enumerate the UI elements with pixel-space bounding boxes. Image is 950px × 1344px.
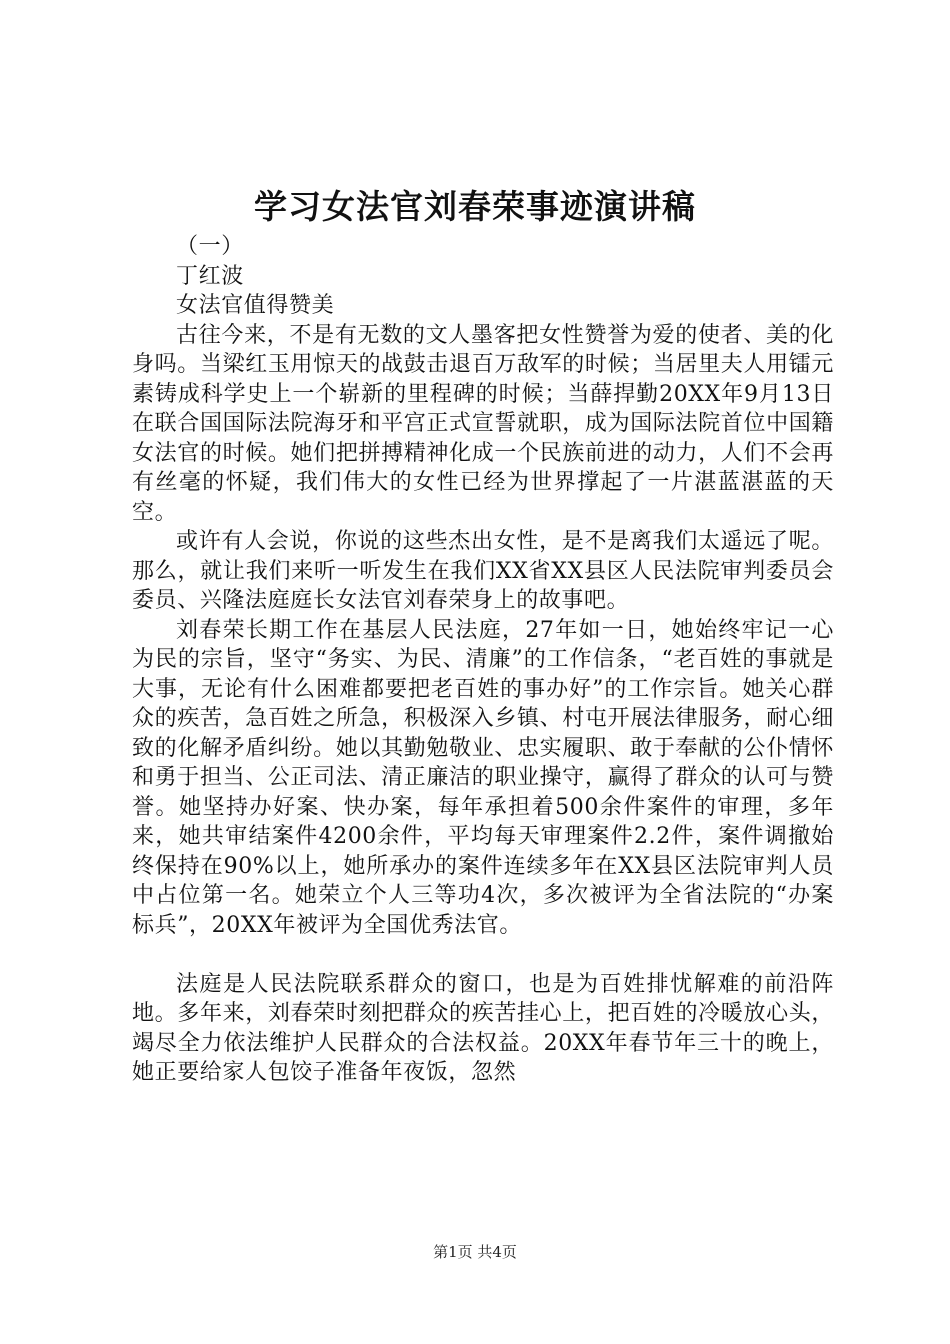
speech-subtitle: 女法官值得赞美 [176, 293, 335, 318]
paragraph-spacer [132, 940, 834, 970]
body-paragraph: 刘春荣长期工作在基层人民法庭，27年如一日，她始终牢记一心为民的宗旨，坚守“务实、为民、清廉”的工作信条，“老百姓的事就是大事，无论有什么困难都要把老百姓的事办好”的工作宗旨。她关心群众的疾苦，急百姓之所急，积极深入乡镇、村屯开展法律服务，耐心细致的化解矛盾纠纷。她以其勤勉敬业、忠实履职、敢于奉献的公仆情怀和勇于担当、公正司法、清正廉洁的职业操守，赢得了群众的认可与赞誉。她坚持办好案、快办案，每年承担着500余件案件的审理，多年来，她共审结案件4200余件，平均每天审理案件2.2件，案件调撤始终保持在90%以上，她所承办的案件连续多年在XX县区法院审判人员中占位第一名。她荣立个人三等功4次，多次被评为全省法院的“办案标兵”，20XX年被评为全国优秀法官。 [132, 617, 834, 938]
body-paragraph: 法庭是人民法院联系群众的窗口，也是为百姓排忧解难的前沿阵地。多年来，刘春荣时刻把群众的疾苦挂心上，把百姓的冷暖放心头，竭尽全力依法维护人民群众的合法权益。20XX年春节年三十的晚上，她正要给家人包饺子准备年夜饭，忽然 [132, 971, 834, 1085]
section-marker: （一） [176, 234, 244, 259]
body-paragraph: 古往今来，不是有无数的文人墨客把女性赞誉为爱的使者、美的化身吗。当梁红玉用惊天的战鼓击退百万敌军的时候；当居里夫人用镭元素铸成科学史上一个崭新的里程碑的时候；当薛捍勤20XX年9月13日在联合国国际法院海牙和平宫正式宣誓就职，成为国际法院首位中国籍女法官的时候。她们把拼搏精神化成一个民族前进的动力，人们不会再有丝毫的怀疑，我们伟大的女性已经为世界撑起了一片湛蓝湛蓝的天空。 [132, 322, 834, 525]
document-body [132, 232, 834, 1088]
body-paragraph: 或许有人会说，你说的这些杰出女性，是不是离我们太遥远了呢。那么，就让我们来听一听发生在我们XX省XX县区人民法院审判委员会委员、兴隆法庭庭长女法官刘春荣身上的故事吧。 [132, 529, 834, 613]
author-name: 丁红波 [176, 263, 244, 289]
page-number-footer: 第1页 共4页 [433, 1243, 517, 1261]
document-title: 学习女法官刘春荣事迹演讲稿 [254, 187, 696, 226]
